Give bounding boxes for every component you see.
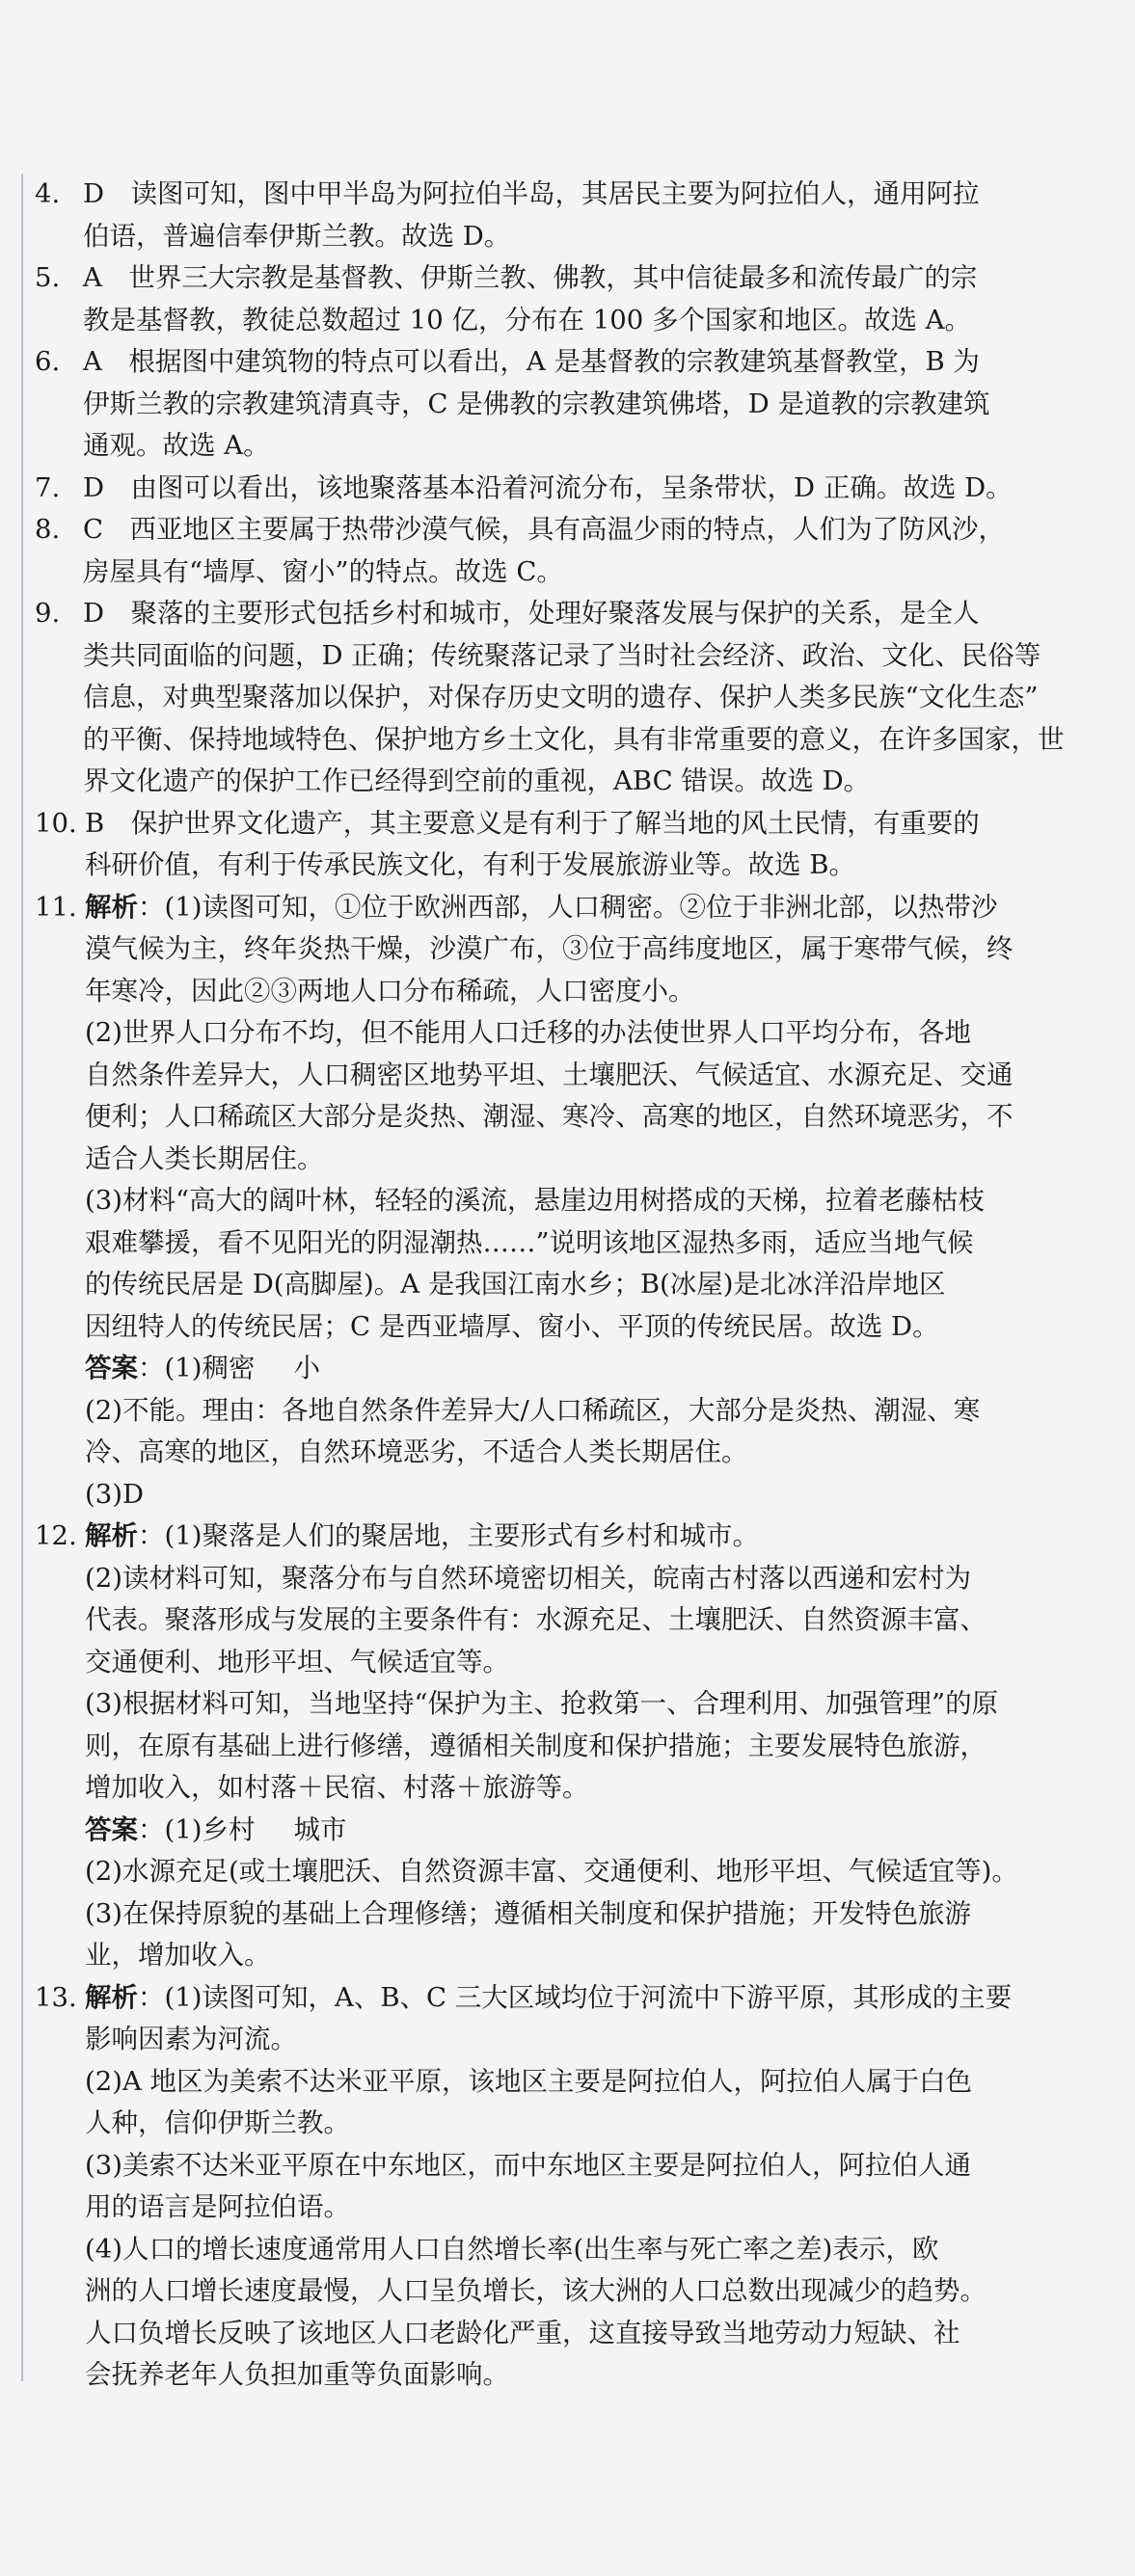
question-text: C 西亚地区主要属于热带沙漠气候，具有高温少雨的特点，人们为了防风沙， — [83, 514, 1006, 545]
question-number: 10. — [35, 807, 77, 839]
question-9-line-5: 界文化遗产的保护工作已经得到空前的重视，ABC 错误。故选 D。 — [83, 765, 871, 796]
q13-analysis-line: (4)人口的增长速度通常用人口自然增长率(出生率与死亡率之差)表示，欧 — [85, 2233, 939, 2265]
question-text: A 世界三大宗教是基督教、伊斯兰教、佛教，其中信徒最多和流传最广的宗 — [83, 262, 978, 293]
answer-label: 答案 — [85, 1353, 138, 1383]
question-text: ：(1)读图可知，①位于欧洲西部，人口稠密。②位于非洲北部，以热带沙 — [138, 891, 998, 923]
question-number: 8. — [35, 514, 61, 545]
question-9-line-2: 类共同面临的问题，D 正确；传统聚落记录了当时社会经济、政治、文化、民俗等 — [83, 639, 1041, 671]
q11-analysis-line: 适合人类长期居住。 — [85, 1142, 324, 1174]
q11-analysis-line: (3)材料“高大的阔叶林，轻轻的溪流，悬崖边用树搭成的天梯，拉着老藤枯枝 — [85, 1185, 986, 1216]
q11-answer-line-1 — [35, 1348, 1086, 1390]
q13-analysis-line: 影响因素为河流。 — [85, 2024, 297, 2054]
question-4-line-2: 伯语，普遍信奉伊斯兰教。故选 D。 — [83, 220, 511, 252]
q12-analysis-line: 则，在原有基础上进行修缮，遵循相关制度和保护措施；主要发展特色旅游， — [85, 1730, 986, 1761]
q12-analysis-line: (2)读材料可知，聚落分布与自然环境密切相关，皖南古村落以西递和宏村为 — [85, 1562, 971, 1594]
question-9-line-1 — [35, 593, 1086, 635]
question-5-line-1 — [35, 257, 1086, 300]
question-6-line-1 — [35, 341, 1086, 384]
question-10-line-1 — [35, 803, 1086, 845]
q12-answer-line: (3)在保持原貌的基础上合理修缮；遵循相关制度和保护措施；开发特色旅游 — [85, 1897, 971, 1929]
analysis-label: 解析 — [85, 1981, 138, 2013]
q12-answer-line: (2)水源充足(或土壤肥沃、自然资源丰富、交通便利、地形平坦、气候适宜等)。 — [85, 1856, 1018, 1887]
question-text: D 由图可以看出，该地聚落基本沿着河流分布，呈条带状，D 正确。故选 D。 — [83, 471, 1013, 503]
q11-analysis-line: 年寒冷，因此②③两地人口分布稀疏，人口密度小。 — [85, 975, 695, 1006]
answer-text: ：(1)乡村 — [138, 1813, 256, 1845]
q13-analysis-line: 洲的人口增长速度最慢，人口呈负增长，该大洲的人口总数出现减少的趋势。 — [85, 2275, 986, 2306]
answer-label: 答案 — [85, 1813, 138, 1845]
q12-analysis-line: (3)根据材料可知，当地坚持“保护为主、抢救第一、合理利用、加强管理”的原 — [85, 1688, 999, 1719]
q12-analysis-line: 代表。聚落形成与发展的主要条件有：水源充足、土壤肥沃、自然资源丰富、 — [85, 1604, 986, 1635]
q11-answer-line: 冷、高寒的地区，自然环境恶劣，不适合人类长期居住。 — [85, 1436, 748, 1467]
question-number: 13. — [35, 1981, 77, 2013]
q11-analysis-line: 漠气候为主，终年炎热干燥，沙漠广布，③位于高纬度地区，属于寒带气候，终 — [85, 933, 1013, 964]
q11-analysis-line: 的传统民居是 D(高脚屋)。A 是我国江南水乡；B(冰屋)是北冰洋沿岸地区 — [85, 1269, 946, 1300]
question-9-line-3: 信息，对典型聚落加以保护，对保存历史文明的遗存、保护人类多民族“文化生态” — [83, 682, 1039, 712]
question-text: ：(1)读图可知，A、B、C 三大区域均位于河流中下游平原，其形成的主要 — [138, 1981, 1013, 2013]
question-8-line-2: 房屋具有“墙厚、窗小”的特点。故选 C。 — [83, 555, 563, 587]
question-number: 5. — [35, 262, 61, 293]
q11-analysis-line: 艰难攀援，看不见阳光的阴湿潮热……”说明该地区湿热多雨，适应当地气候 — [85, 1226, 974, 1258]
question-number: 7. — [35, 471, 61, 503]
question-7-line-1 — [35, 468, 1086, 510]
answer-text: 城市 — [293, 1813, 347, 1845]
question-number: 12. — [35, 1520, 77, 1551]
q12-analysis-line: 增加收入，如村落＋民宿、村落＋旅游等。 — [85, 1772, 589, 1803]
question-number: 9. — [35, 598, 61, 629]
question-text: D 聚落的主要形式包括乡村和城市，处理好聚落发展与保护的关系，是全人 — [83, 598, 980, 629]
question-text: ：(1)聚落是人们的聚居地，主要形式有乡村和城市。 — [138, 1520, 759, 1551]
question-9-line-4: 的平衡、保持地域特色、保护地方乡土文化，具有非常重要的意义，在许多国家，世 — [83, 723, 1065, 755]
q13-analysis-line: 会抚养老年人负担加重等负面影响。 — [85, 2359, 509, 2390]
question-4-line-1 — [35, 174, 1086, 216]
q11-analysis-line: 因纽特人的传统民居；C 是西亚墙厚、窗小、平顶的传统民居。故选 D。 — [85, 1310, 939, 1342]
q13-analysis-line: 人种，信仰伊斯兰教。 — [85, 2107, 350, 2138]
analysis-label: 解析 — [85, 891, 138, 923]
q13-analysis-line: 用的语言是阿拉伯语。 — [85, 2191, 350, 2222]
q13-analysis-line: (3)美索不达米亚平原在中东地区，而中东地区主要是阿拉伯人，阿拉伯人通 — [85, 2149, 971, 2181]
question-6-line-3: 通观。故选 A。 — [83, 430, 270, 461]
question-11-line-1 — [35, 887, 1086, 929]
q11-analysis-line: 便利；人口稀疏区大部分是炎热、潮湿、寒冷、高寒的地区，自然环境恶劣，不 — [85, 1101, 1013, 1132]
question-text: A 根据图中建筑物的特点可以看出，A 是基督教的宗教建筑基督教堂，B 为 — [83, 346, 980, 377]
question-5-line-2: 教是基督教，教徒总数超过 10 亿，分布在 100 多个国家和地区。故选 A。 — [83, 304, 972, 335]
q12-analysis-line: 交通便利、地形平坦、气候适宜等。 — [85, 1646, 509, 1677]
q11-analysis-line: (2)世界人口分布不均，但不能用人口迁移的办法使世界人口平均分布，各地 — [85, 1017, 971, 1048]
question-number: 4. — [35, 178, 61, 209]
question-10-line-2: 科研价值，有利于传承民族文化，有利于发展旅游业等。故选 B。 — [85, 849, 855, 880]
question-13-line-1 — [35, 1977, 1086, 2020]
question-text: B 保护世界文化遗产，其主要意义是有利于了解当地的风土民情，有重要的 — [85, 807, 980, 839]
question-number: 6. — [35, 346, 61, 377]
q12-answer-line-1 — [35, 1810, 1086, 1852]
q11-analysis-line: 自然条件差异大，人口稠密区地势平坦、土壤肥沃、气候适宜、水源充足、交通 — [85, 1059, 1013, 1090]
answer-content — [35, 174, 1086, 2397]
q13-analysis-line: 人口负增长反映了该地区人口老龄化严重，这直接导致当地劳动力短缺、社 — [85, 2317, 960, 2348]
left-margin-rule — [21, 174, 23, 2381]
question-text: D 读图可知，图中甲半岛为阿拉伯半岛，其居民主要为阿拉伯人，通用阿拉 — [83, 178, 980, 209]
question-6-line-2: 伊斯兰教的宗教建筑清真寺，C 是佛教的宗教建筑佛塔，D 是道教的宗教建筑 — [83, 388, 990, 419]
q11-answer-line: (2)不能。理由：各地自然条件差异大/人口稀疏区，大部分是炎热、潮湿、寒 — [85, 1394, 981, 1426]
question-12-line-1 — [35, 1516, 1086, 1558]
answer-text: 小 — [293, 1353, 320, 1383]
answer-text: ：(1)稠密 — [138, 1353, 256, 1383]
question-8-line-1 — [35, 509, 1086, 551]
analysis-label: 解析 — [85, 1520, 138, 1551]
q13-analysis-line: (2)A 地区为美索不达米亚平原，该地区主要是阿拉伯人，阿拉伯人属于白色 — [85, 2065, 973, 2097]
q11-answer-line: (3)D — [85, 1478, 145, 1510]
q12-answer-line: 业，增加收入。 — [85, 1940, 271, 1971]
question-number: 11. — [35, 891, 77, 923]
